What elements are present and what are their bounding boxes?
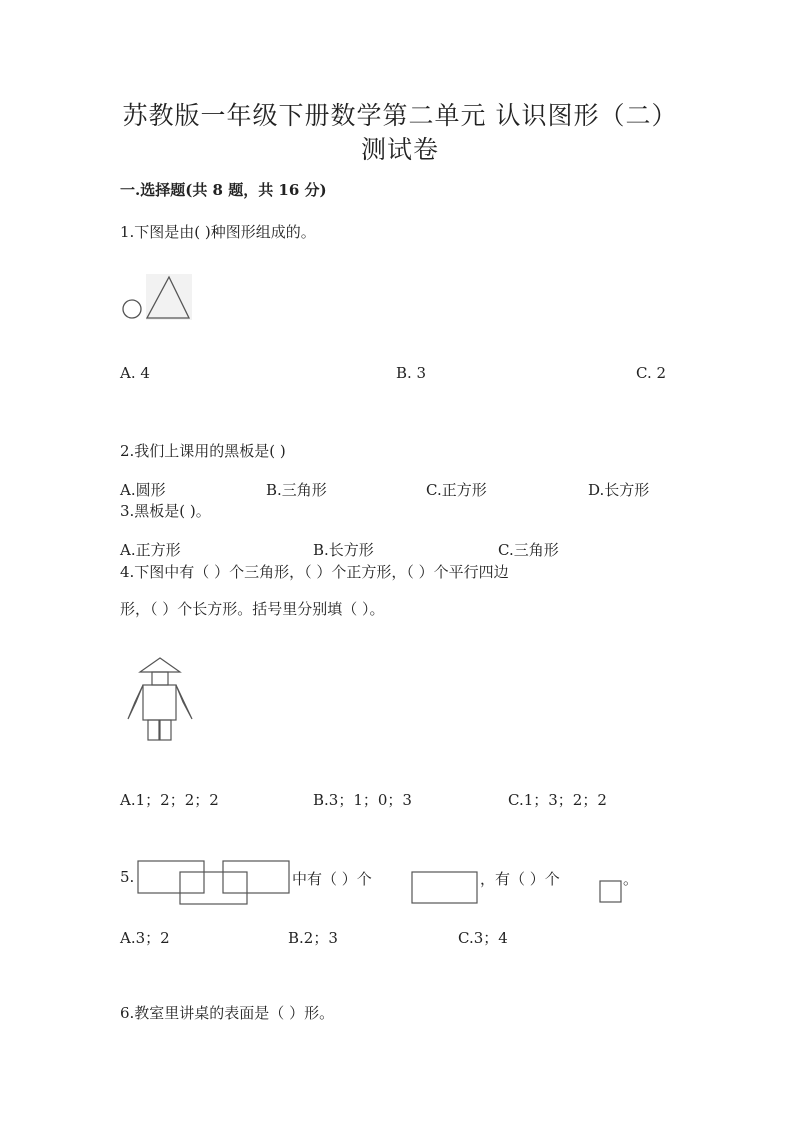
q4-option-b[interactable]: B.3；1；0；3 xyxy=(313,791,412,809)
rectangle-1 xyxy=(138,861,204,893)
q1-option-b[interactable]: B. 3 xyxy=(396,364,427,382)
q5-square-icon xyxy=(599,880,623,904)
q1-option-c[interactable]: C. 2 xyxy=(636,364,667,382)
page-title: 苏教版一年级下册数学第二单元 认识图形（二） xyxy=(122,101,678,130)
hat-triangle xyxy=(140,658,180,672)
question-2-text: 2.我们上课用的黑板是( ) xyxy=(120,442,286,460)
body-rectangle xyxy=(143,685,176,720)
circle-shape xyxy=(123,300,141,318)
question-3-text: 3.黑板是( )。 xyxy=(120,502,211,520)
left-arm-parallelogram xyxy=(128,685,143,719)
q1-option-a[interactable]: A. 4 xyxy=(120,364,150,382)
q5-rectangles-figure xyxy=(137,860,293,906)
q2-option-a[interactable]: A.圆形 xyxy=(120,481,166,499)
question-5-text-c: 。 xyxy=(623,870,639,888)
q2-option-d[interactable]: D.长方形 xyxy=(588,481,650,499)
question-5-number: 5. xyxy=(120,868,135,886)
right-arm-parallelogram xyxy=(176,685,192,719)
q1-figure xyxy=(118,272,193,322)
question-4-text-line1: 4.下图中有（ ）个三角形，（ ）个正方形，（ ）个平行四边 xyxy=(120,563,509,581)
page-title-line2: 测试卷 xyxy=(360,135,439,164)
q5-rectangle-icon xyxy=(411,871,479,905)
question-4-text-line2: 形，（ ）个长方形。括号里分别填（ ）。 xyxy=(120,600,385,618)
q4-option-a[interactable]: A.1；2；2；2 xyxy=(120,791,219,809)
q3-option-c[interactable]: C.三角形 xyxy=(498,541,559,559)
right-leg-rectangle xyxy=(160,720,171,740)
question-6-text: 6.教室里讲桌的表面是（ ）形。 xyxy=(120,1004,335,1022)
q5-option-b[interactable]: B.2；3 xyxy=(288,929,338,947)
question-1-text: 1.下图是由( )种图形组成的。 xyxy=(120,223,316,241)
q4-robot-figure xyxy=(126,656,196,742)
question-5-text-a: 中有（ ）个 xyxy=(292,870,372,888)
q3-option-a[interactable]: A.正方形 xyxy=(120,541,181,559)
q5-option-c[interactable]: C.3；4 xyxy=(458,929,508,947)
rectangle-2 xyxy=(223,861,289,893)
q2-option-c[interactable]: C.正方形 xyxy=(426,481,487,499)
q5-option-a[interactable]: A.3；2 xyxy=(120,929,170,947)
rectangle-3 xyxy=(180,872,247,904)
section-heading: 一.选择题(共 8 题，共 16 分) xyxy=(120,181,327,199)
left-leg-rectangle xyxy=(148,720,159,740)
q2-option-b[interactable]: B.三角形 xyxy=(266,481,327,499)
figure-background xyxy=(146,274,192,320)
q4-option-c[interactable]: C.1；3；2；2 xyxy=(508,791,607,809)
q3-option-b[interactable]: B.长方形 xyxy=(313,541,374,559)
question-5-text-b: ，有（ ）个 xyxy=(480,870,560,888)
head-square xyxy=(152,672,168,685)
